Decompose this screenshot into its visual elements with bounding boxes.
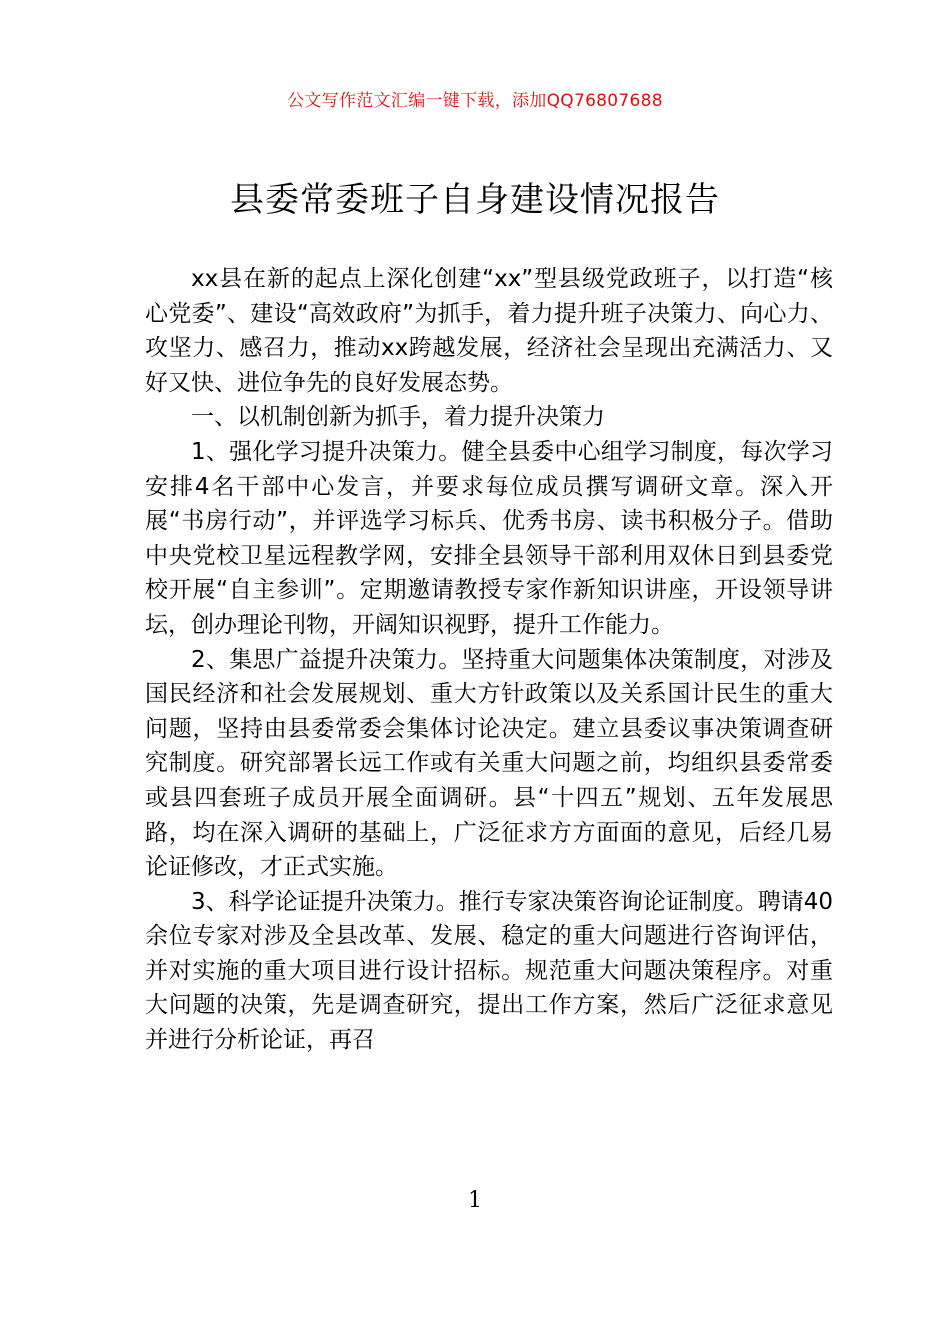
download-notice: 公文写作范文汇编一键下载，添加QQ76807688	[287, 91, 663, 111]
intro-paragraph: xx县在新的起点上深化创建“xx”型县级党政班子，以打造“核心党委”、建设“高效政府”为抓手，着力提升班子决策力、向心力、攻坚力、感召力，推动xx跨越发展，经济社会呈现出充满活力、又好又快、进位争先的良好发展态势。	[145, 266, 833, 396]
section-heading: 一、以机制创新为抓手，着力提升决策力	[191, 404, 605, 431]
page-title: 县委常委班子自身建设情况报告	[230, 180, 720, 220]
body-paragraph: 3、科学论证提升决策力。推行专家决策咨询论证制度。聘请40余位专家对涉及全县改革、发展、稳定的重大问题进行咨询评估，并对实施的重大项目进行设计招标。规范重大问题决策程序。对重大问题的决策，先是调查研究，提出工作方案，然后广泛征求意见并进行分析论证，再召	[145, 888, 833, 1054]
body-paragraph: 1、强化学习提升决策力。健全县委中心组学习制度，每次学习安排4名干部中心发言，并要求每位成员撰写调研文章。深入开展“书房行动”，并评选学习标兵、优秀书房、读书积极分子。借助中央党校卫星远程教学网，安排全县领导干部利用双休日到县委党校开展“自主参训”。定期邀请教授专家作新知识讲座，开设领导讲坛，创办理论刊物，开阔知识视野，提升工作能力。	[145, 438, 833, 638]
body-paragraph: 2、集思广益提升决策力。坚持重大问题集体决策制度，对涉及国民经济和社会发展规划、重大方针政策以及关系国计民生的重大问题，坚持由县委常委会集体讨论决定。建立县委议事决策调查研究制度。研究部署长远工作或有关重大问题之前，均组织县委常委或县四套班子成员开展全面调研。县“十四五”规划、五年发展思路，均在深入调研的基础上，广泛征求方方面面的意见，后经几易论证修改，才正式实施。	[145, 646, 833, 881]
document-body	[145, 262, 833, 1058]
page-number: 1	[468, 1188, 482, 1213]
